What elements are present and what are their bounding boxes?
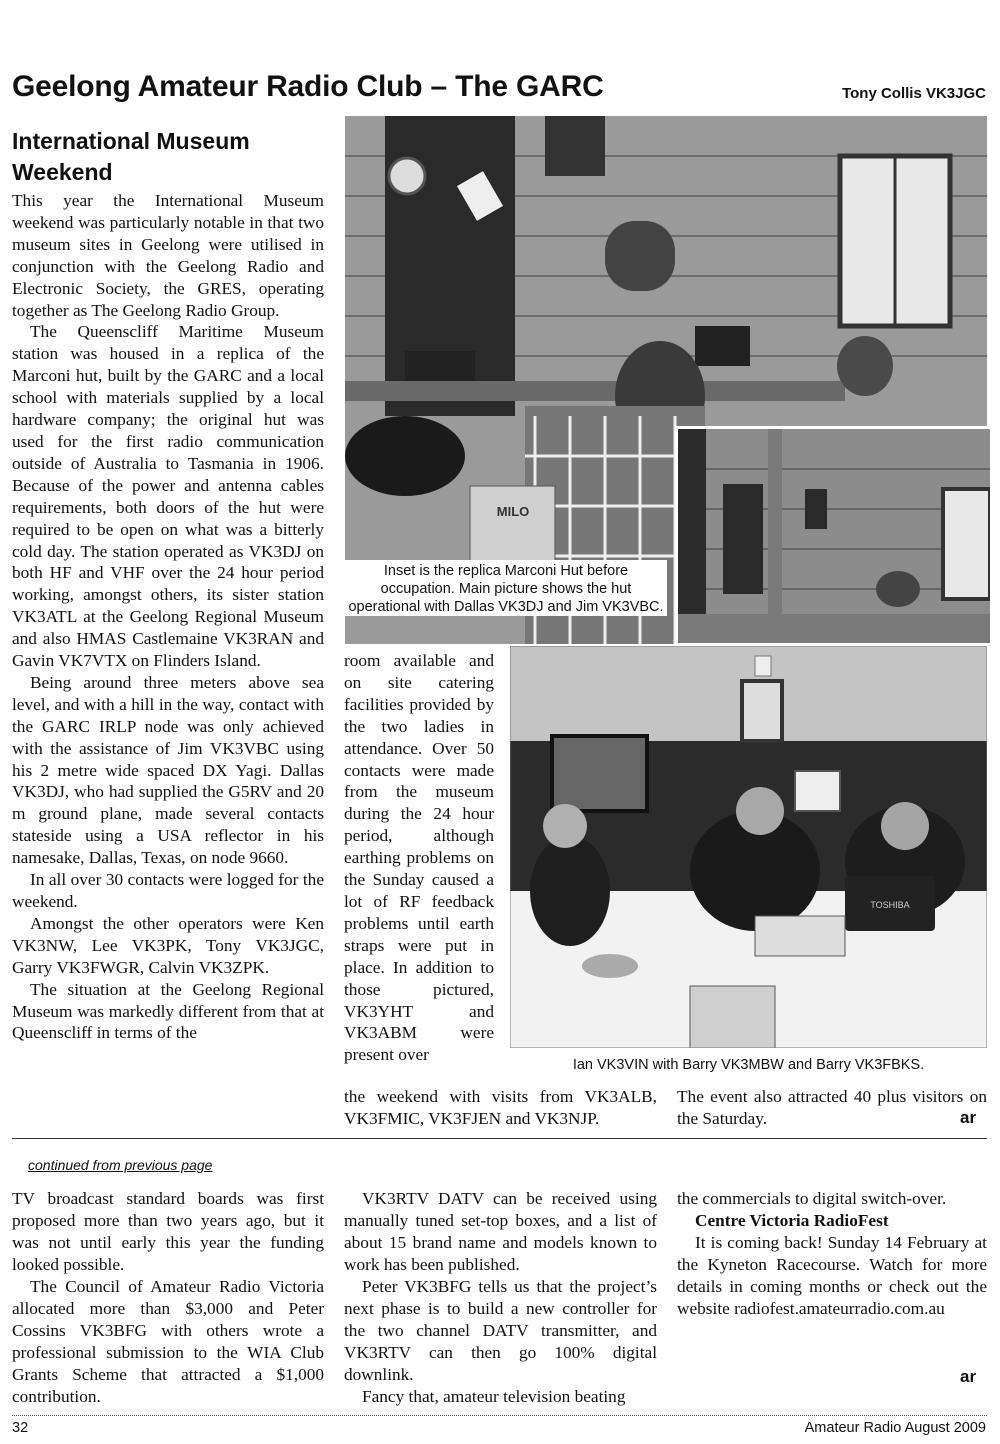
- paragraph: The event also attracted 40 plus visitors on the Saturday.: [677, 1087, 987, 1128]
- footer-rule: [12, 1415, 987, 1416]
- publication-name: Amateur Radio August 2009: [804, 1420, 986, 1436]
- paragraph: In all over 30 contacts were logged for the weekend.: [12, 870, 324, 911]
- continued-column-3: [677, 1188, 987, 1320]
- author-byline: Tony Collis VK3JGC: [842, 85, 986, 102]
- continued-column-2: [344, 1188, 657, 1408]
- laptop-brand-label: TOSHIBA: [870, 900, 910, 910]
- milo-tin-label: MILO: [496, 504, 530, 519]
- paragraph: VK3RTV DATV can be received using manually tuned set-top boxes, and a list of about 15 brand name and models known to work has been published.: [344, 1189, 657, 1274]
- inset-photo-image: [678, 429, 990, 643]
- page-number: 32: [12, 1420, 29, 1436]
- paragraph: Being around three meters above sea level, and with a hill in the way, contact with the GARC IRLP node was only achieved with the assistance of Jim VK3VBC using his 2 metre wide spaced DX Yagi. Dallas VK3DJ, who had supplied the G5RV and 20 m ground plane, made several contacts stateside using a USA reflector in his namesake, Dallas, Texas, on node 9660.: [12, 672, 324, 868]
- paragraph: the commercials to digital switch-over.: [677, 1189, 947, 1208]
- paragraph: Fancy that, amateur television beating: [362, 1387, 626, 1406]
- article-column-2-end: [344, 1086, 657, 1130]
- paragraph: Amongst the other operators were Ken VK3NW, Lee VK3PK, Tony VK3JGC, Garry VK3FWGR, Calvin VK3ZPK.: [12, 913, 324, 977]
- subheading-radiofest: Centre Victoria RadioFest: [695, 1211, 889, 1230]
- section-heading: International Museum Weekend: [12, 128, 250, 185]
- continued-column-1: [12, 1188, 324, 1408]
- paragraph: The situation at the Geelong Regional Museum was markedly different from that at Queenscliff in terms of the: [12, 979, 324, 1043]
- paragraph: This year the International Museum weekend was particularly notable in that two museum sites in Geelong were utilised in conjunction with the Geelong Radio and Electronic Society, the GRES, operating together as The Geelong Radio Group.: [12, 191, 324, 320]
- article-end-mark: ar: [960, 1108, 977, 1127]
- museum-photo-caption: Ian VK3VIN with Barry VK3MBW and Barry VK3FBKS.: [510, 1056, 987, 1074]
- paragraph: It is coming back! Sunday 14 February at the Kyneton Racecourse. Watch for more details in coming months or check out the website radiofest.amateurradio.com.au: [677, 1233, 987, 1318]
- museum-photo-image: [510, 646, 987, 1048]
- article-title: Geelong Amateur Radio Club – The GARC: [12, 70, 604, 103]
- paragraph: The Queenscliff Maritime Museum station was housed in a replica of the Marconi hut, built by the GARC and a local school with materials supplied by a local hardware company; the original hut was used for the first radio communication outside of Australia to Tasmania in 1906. Because of the power and antenna cables requirements, both doors of the hut were required to be open on what was a bitterly cold day. The station operated as VK3DJ on both HF and VHF over the 24 hour period working, amongst others, its sister station VK3ATL at the Geelong Regional Museum and also HMAS Castlemaine VK3RAN and Gavin VK7VTX on Flinders Island.: [12, 322, 324, 671]
- paragraph: The Council of Amateur Radio Victoria allocated more than $3,000 and Peter Cossins VK3BFG with others wrote a professional submission to the WIA Club Grants Scheme that attracted a $1,000 contribution.: [12, 1277, 324, 1406]
- continued-label: continued from previous page: [28, 1157, 213, 1173]
- continued-end-mark: ar: [960, 1367, 977, 1386]
- paragraph: the weekend with visits from VK3ALB, VK3FMIC, VK3FJEN and VK3NJP.: [344, 1087, 657, 1128]
- article-column-2: [344, 650, 494, 1066]
- museum-operators-photo: [510, 646, 987, 1048]
- paragraph: room available and on site catering facilities provided by the two ladies in attendance. Over 50 contacts were made from the museum during the 24 hour period, although earthing problems on the Sunday caused a lot of RF feedback problems until earth straps were put in place. In addition to those pictured, VK3YHT and VK3ABM were present over: [344, 651, 494, 1065]
- paragraph: Peter VK3BFG tells us that the project’s next phase is to build a new controller for the two channel DATV transmitter, and VK3RTV can then go 100% digital downlink.: [344, 1277, 657, 1384]
- article-column-1: [12, 190, 324, 1044]
- paragraph: TV broadcast standard boards was first proposed more than two years ago, but it was not until early this year the funding looked possible.: [12, 1189, 324, 1274]
- article-column-3-end: [677, 1086, 987, 1130]
- hut-photo-caption: Inset is the replica Marconi Hut before occupation. Main picture shows the hut operational with Dallas VK3DJ and Jim VK3VBC.: [345, 560, 667, 616]
- inset-hut-photo: [675, 426, 993, 646]
- section-divider: [12, 1138, 987, 1139]
